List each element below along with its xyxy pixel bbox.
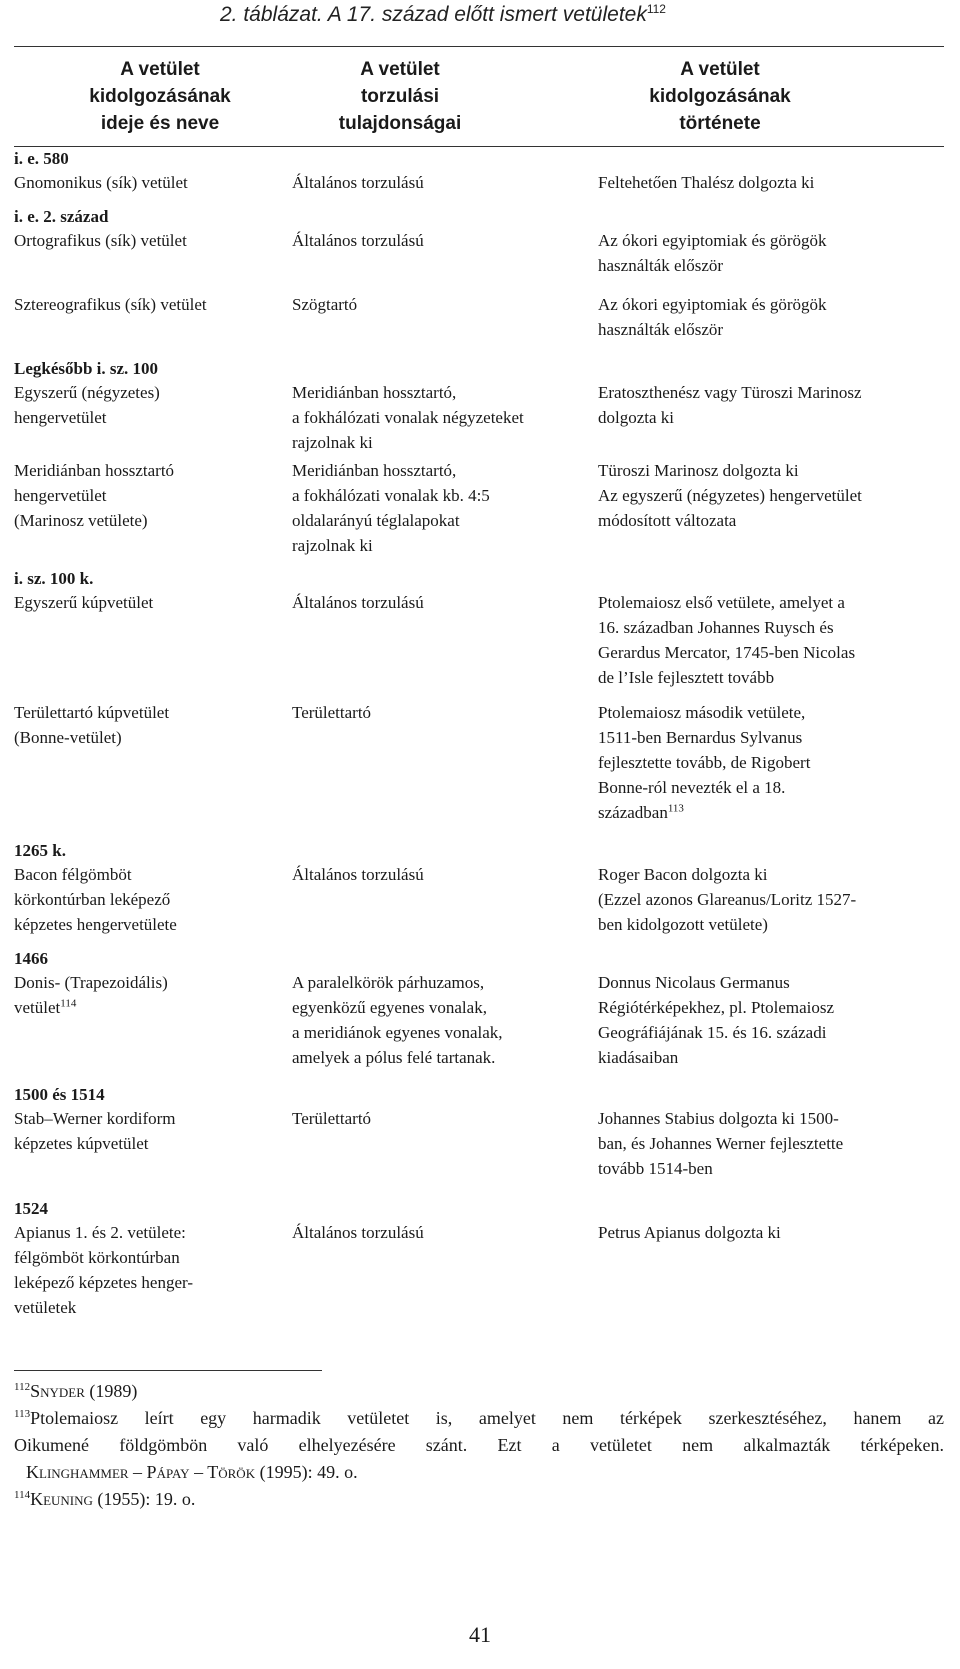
distortion-properties: Területtartó	[292, 703, 372, 722]
table-caption: 2. táblázat. A 17. század előtt ismert vetületek$^{112}$	[220, 2, 666, 26]
distortion-properties: Meridiánban hossztartó, a fokhálózati vonalak négyzeteket rajzolnak ki	[292, 383, 524, 452]
column-header-properties: A vetület torzulási tulajdonságai	[338, 59, 462, 134]
distortion-properties: Általános torzulású	[292, 593, 424, 612]
projection-name: Gnomonikus (sík) vetület	[14, 173, 188, 192]
projection-history: Johannes Stabius dolgozta ki 1500- ban, és Johannes Werner fejlesztette tovább 1514-ben	[598, 1109, 844, 1178]
projection-name: Apianus 1. és 2. vetülete: félgömböt körkontúrban leképező képzetes henger- vetületek	[14, 1223, 193, 1317]
period-label: 1466	[14, 949, 48, 968]
projection-name: Egyszerű (négyzetes) hengervetület	[14, 383, 160, 427]
period-label: i. e. 580	[14, 149, 69, 168]
projection-history: Az ókori egyiptomiak és görögök használták először	[598, 231, 827, 275]
projection-history: Roger Bacon dolgozta ki (Ezzel azonos Glareanus/Loritz 1527- ben kidolgozott vetülete)	[598, 865, 857, 934]
footnote-ref: 114	[60, 997, 77, 1010]
distortion-properties: A paralelkörök párhuzamos, egyenközű egyenes vonalak, a meridiánok egyenes vonalak, amelyek a pólus felé tartanak.	[292, 973, 503, 1067]
table-top-rule	[14, 46, 944, 47]
projection-history: Ptolemaiosz második vetülete, 1511-ben Bernardus Sylvanus fejlesztette tovább, de Rigobert Bonne-ról nevezték el a 18. században$^{113}$	[598, 703, 811, 822]
projection-history: Petrus Apianus dolgozta ki	[598, 1223, 781, 1242]
period-label: 1524	[14, 1199, 48, 1218]
distortion-properties: Általános torzulású	[292, 231, 424, 250]
footnote-113-continuation: Oikumené földgömbön való elhelyezésére szánt. Ezt a vetületet nem alkalmazták térképeken.	[14, 1435, 944, 1455]
projection-history: Az ókori egyiptomiak és görögök használták először	[598, 295, 827, 339]
table-header-rule	[14, 146, 944, 147]
projection-history: Donnus Nicolaus Germanus Régiótérképekhez, pl. Ptolemaiosz Geográfiájának 15. és 16. századi kiadásaiban	[598, 973, 835, 1067]
projection-name: Területtartó kúpvetület (Bonne-vetület)	[14, 703, 170, 747]
distortion-properties: Általános torzulású	[292, 865, 424, 884]
period-label: i. e. 2. század	[14, 207, 109, 226]
projection-name: Egyszerű kúpvetület	[14, 593, 154, 612]
footnote-114: $^{114}$Keuning (1955): 19. o.	[14, 1489, 196, 1509]
column-header-name: A vetület kidolgozásának ideje és neve	[89, 59, 231, 134]
projection-history: Feltehetően Thalész dolgozta ki	[598, 173, 815, 192]
distortion-properties: Területtartó	[292, 1109, 372, 1128]
period-label: 1265 k.	[14, 841, 66, 860]
distortion-properties: Meridiánban hossztartó, a fokhálózati vonalak kb. 4:5 oldalarányú téglalapokat rajzolnak ki	[292, 461, 490, 555]
distortion-properties: Általános torzulású	[292, 173, 424, 192]
projection-name: Bacon félgömböt körkontúrban leképező képzetes hengervetülete	[14, 865, 177, 934]
projection-history: Türoszi Marinosz dolgozta ki Az egyszerű (négyzetes) hengervetület módosított változata	[598, 461, 862, 530]
projection-name: Sztereografikus (sík) vetület	[14, 295, 207, 314]
footnote-112: $^{112}$Snyder (1989)	[14, 1381, 138, 1401]
footnote-113: $^{113}$Ptolemaiosz leírt egy harmadik vetületet is, amelyet nem térképek szerkesztéséhez, hanem az	[14, 1408, 944, 1428]
projection-history: Eratoszthenész vagy Türoszi Marinosz dolgozta ki	[598, 383, 862, 427]
period-label: i. sz. 100 k.	[14, 569, 94, 588]
page-number: 41	[469, 1622, 491, 1647]
distortion-properties: Általános torzulású	[292, 1223, 424, 1242]
footnote-rule	[14, 1370, 322, 1371]
period-label: Legkésőbb i. sz. 100	[14, 359, 159, 378]
distortion-properties: Szögtartó	[292, 295, 358, 314]
column-header-history: A vetület kidolgozásának története	[649, 59, 791, 134]
period-label: 1500 és 1514	[14, 1085, 105, 1104]
projection-history: Ptolemaiosz első vetülete, amelyet a 16. században Johannes Ruysch és Gerardus Mercator, 1745-ben Nicolas de l’Isle fejlesztett tovább	[598, 593, 856, 687]
projection-name: Ortografikus (sík) vetület	[14, 231, 187, 250]
caption-footnote-ref: 112	[646, 2, 666, 16]
footnotes	[14, 1378, 944, 1513]
projection-name: Meridiánban hossztartó hengervetület (Marinosz vetülete)	[14, 461, 175, 530]
projection-name: Donis- (Trapezoidális) vetület$^{114}$	[14, 973, 168, 1017]
footnote-113-citation: Klinghammer – Pápay – Török (1995): 49. o.	[26, 1462, 358, 1482]
footnote-ref: 113	[667, 802, 684, 815]
projection-name: Stab–Werner kordiform képzetes kúpvetület	[14, 1109, 176, 1153]
